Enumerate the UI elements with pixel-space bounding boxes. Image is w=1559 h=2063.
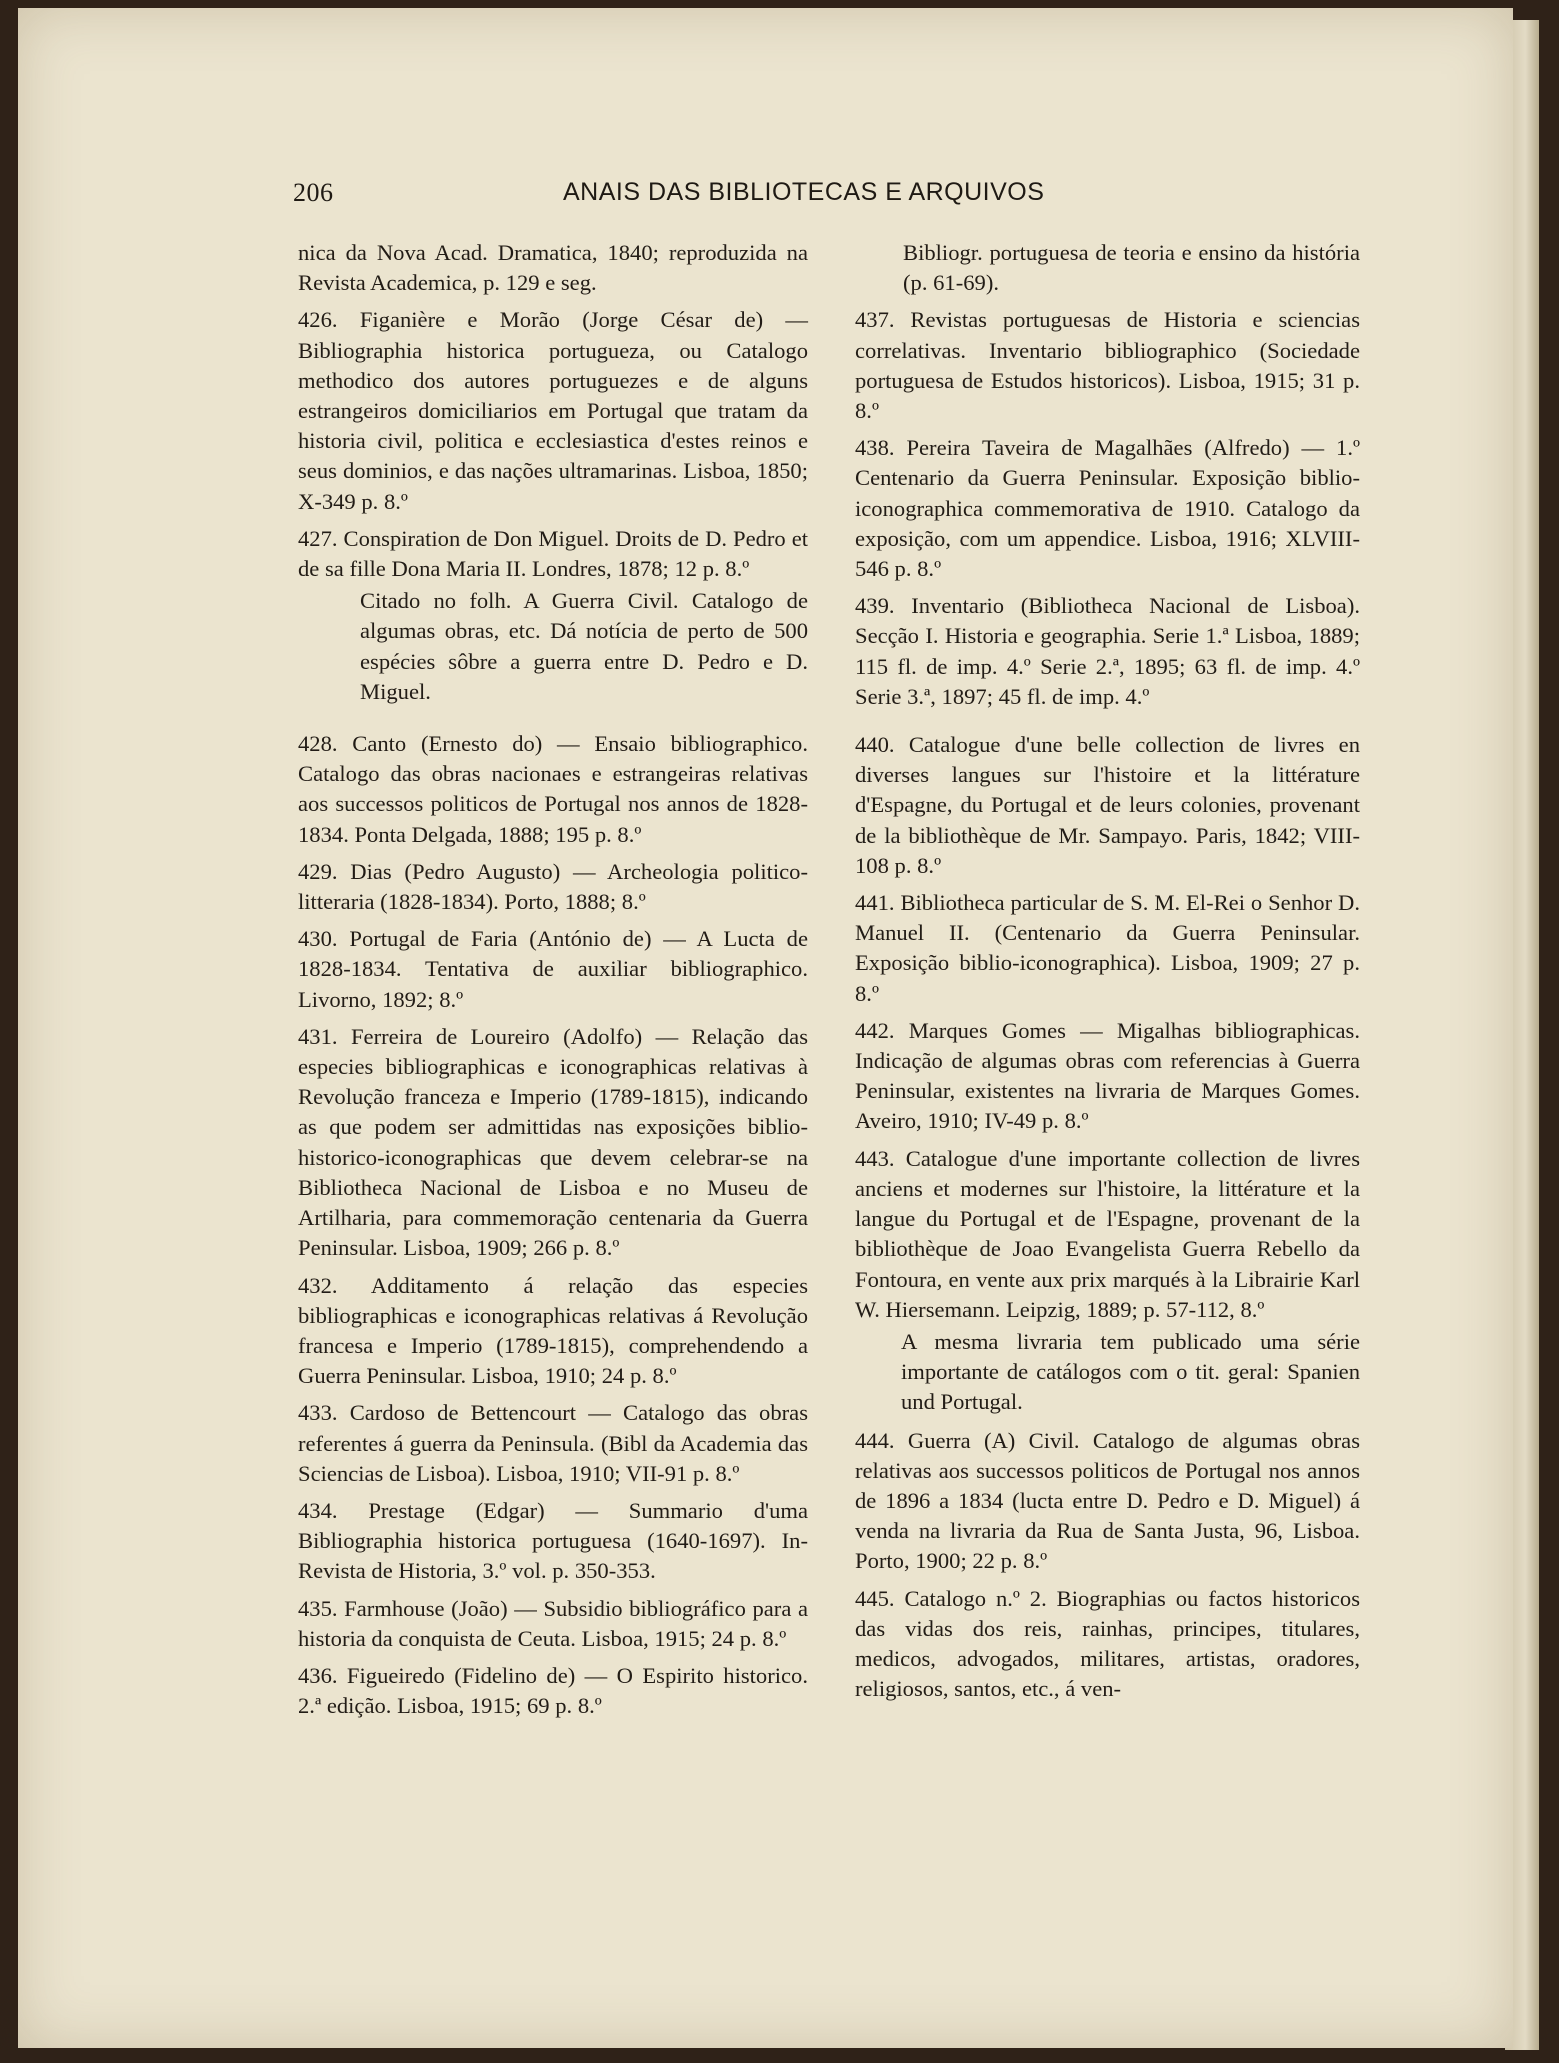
bibliography-entry-433: 433. Cardoso de Bettencourt — Catalogo das obras referentes á guerra da Peninsula. (Bibl da Academia das Sciencias de Lisboa). Lisboa, 1910; VII-91 p. 8.º [298, 1400, 808, 1486]
bibliography-entry-445: 445. Catalogo n.º 2. Biographias ou factos historicos das vidas dos reis, rainhas, principes, titulares, medicos, advogados, militares, artistas, oradores, religiosos, santos, etc., á ven- [855, 1585, 1360, 1702]
bibliography-entry-426: 426. Figanière e Morão (Jorge César de) — Bibliographia historica portugueza, ou Catalogo methodico dos autores portuguezes e de alguns estrangeiros domiciliarios em Portugal que tratam da historia civil, politica e ecclesiastica d'estes reinos e seus dominios, e das nações ultramarinas. Lisboa, 1850; X-349 p. 8.º [298, 307, 808, 514]
page-number: 206 [293, 178, 334, 207]
bibliography-entry-439: 439. Inventario (Bibliotheca Nacional de Lisboa). Secção I. Historia e geographia. Serie 1.ª Lisboa, 1889; 115 fl. de imp. 4.º Serie 2.ª, 1895; 63 fl. de imp. 4.º Serie 3.ª, 1897; 45 fl. de imp. 4.º [855, 593, 1360, 709]
bibliography-entry-436: 436. Figueiredo (Fidelino de) — O Espirito historico. 2.ª edição. Lisboa, 1915; 69 p. 8.º [298, 1662, 808, 1719]
bibliography-entry-427: 427. Conspiration de Don Miguel. Droits de D. Pedro et de sa fille Dona Maria II. Londres, 1878; 12 p. 8.º [298, 525, 808, 582]
entry-continuation: nica da Nova Acad. Dramatica, 1840; reproduzida na Revista Academica, p. 129 e seg. [298, 240, 808, 296]
running-title: ANAIS DAS BIBLIOTECAS E ARQUIVOS [563, 178, 1045, 206]
bibliography-entry-434: 434. Prestage (Edgar) — Summario d'uma Bibliographia historica portuguesa (1640-1697). In-Revista de Historia, 3.º vol. p. 350-353. [298, 1497, 808, 1584]
bibliography-entry-444: 444. Guerra (A) Civil. Catalogo de algumas obras relativas aos successos politicos de Portugal nos annos de 1896 a 1834 (lucta entre D. Pedro e D. Miguel) á venda na livraria da Rua de Santa Justa, 96, Lisboa. Porto, 1900; 22 p. 8.º [855, 1427, 1360, 1574]
bibliography-entry-441: 441. Bibliotheca particular de S. M. El-Rei o Senhor D. Manuel II. (Centenario da Guerra Peninsular. Exposição biblio-iconographica). Lisboa, 1909; 27 p. 8.º [855, 890, 1360, 1006]
bibliography-entry-430: 430. Portugal de Faria (António de) — A Lucta de 1828-1834. Tentativa de auxiliar bibliographico. Livorno, 1892; 8.º [298, 926, 808, 1012]
bibliography-entry-443: 443. Catalogue d'une importante collection de livres anciens et modernes sur l'histoire, la littérature et la langue du Portugal et de l'Espagne, provenant de la bibliothèque de Joao Evangelista Guerra Rebello da Fontoura, en vente aux prix marqués à la Librairie Karl W. Hiersemann. Leipzig, 1889; p. 57-112, 8.º [855, 1145, 1360, 1322]
bibliography-entry-431: 431. Ferreira de Loureiro (Adolfo) — Relação das especies bibliographicas e iconographicas relativas à Revolução franceza e Imperio (1789-1815), indicando as que podem ser admittidas nas exposições biblio-historico-iconographicas que devem celebrar-se na Bibliotheca Nacional de Lisboa e no Museu de Artilharia, para commemoração centenaria da Guerra Peninsular. Lisboa, 1909; 266 p. 8.º [298, 1023, 808, 1261]
entry-443-note: A mesma livraria tem publicado uma série importante de catálogos com o tit. geral: Spanien und Portugal. [901, 1328, 1360, 1415]
bibliography-entry-428: 428. Canto (Ernesto do) — Ensaio bibliographico. Catalogo das obras nacionaes e estrangeiras relativas aos successos politicos de Portugal nos annos de 1828-1834. Ponta Delgada, 1888; 195 p. 8.º [298, 731, 808, 847]
bibliography-entry-438: 438. Pereira Taveira de Magalhães (Alfredo) — 1.º Centenario da Guerra Peninsular. Exposição biblio-iconographica commemorativa de 1910. Catalogo da exposição, com um appendice. Lisboa, 1916; XLVIII-546 p. 8.º [855, 435, 1360, 582]
bibliography-entry-442: 442. Marques Gomes — Migalhas bibliographicas. Indicação de algumas obras com referencias à Guerra Peninsular, existentes na livraria de Marques Gomes. Aveiro, 1910; IV-49 p. 8.º [855, 1017, 1360, 1134]
entry-continuation: Bibliogr. portuguesa de teoria e ensino da história (p. 61-69). [903, 240, 1360, 296]
page-header [293, 178, 1063, 218]
left-column [298, 238, 808, 1728]
bibliography-entry-432: 432. Additamento á relação das especies bibliographicas e iconographicas relativas á Revolução francesa e Imperio (1789-1815), comprehendendo a Guerra Peninsular. Lisboa, 1910; 24 p. 8.º [298, 1272, 808, 1389]
bibliography-entry-440: 440. Catalogue d'une belle collection de livres en diverses langues sur l'histoire et la littérature d'Espagne, du Portugal et de leurs colonies, provenant de la bibliothèque de Mr. Sampayo. Paris, 1842; VIII-108 p. 8.º [855, 732, 1360, 878]
entry-427-note: Citado no folh. A Guerra Civil. Catalogo de algumas obras, etc. Dá notícia de perto de 500 espécies sôbre a guerra entre D. Pedro e D. Miguel. [360, 588, 808, 704]
bibliography-entry-435: 435. Farmhouse (João) — Subsidio bibliográfico para a historia da conquista de Ceuta. Lisboa, 1915; 24 p. 8.º [298, 1595, 808, 1651]
right-column [855, 238, 1360, 1711]
bibliography-entry-429: 429. Dias (Pedro Augusto) — Archeologia politico-litteraria (1828-1834). Porto, 1888; 8.º [298, 858, 808, 915]
bibliography-entry-437: 437. Revistas portuguesas de Historia e sciencias correlativas. Inventario bibliographico (Sociedade portuguesa de Estudos historicos). Lisboa, 1915; 31 p. 8.º [855, 307, 1360, 424]
